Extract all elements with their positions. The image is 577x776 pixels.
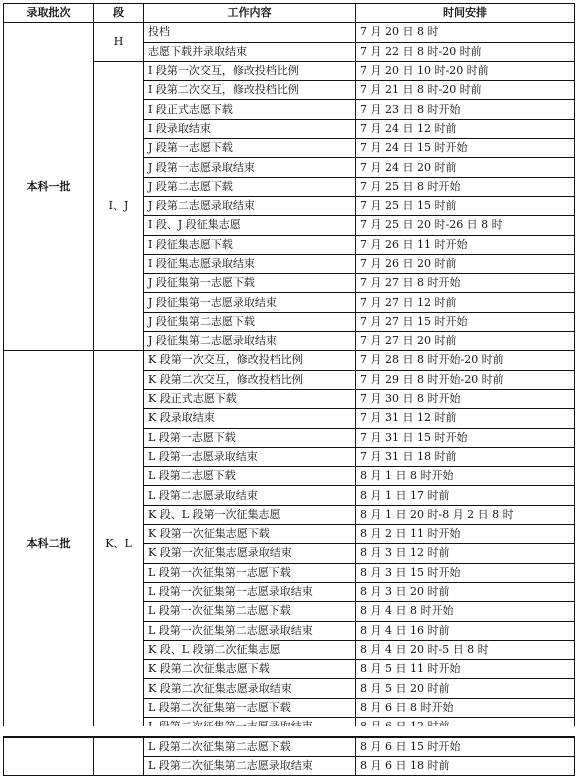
schedule-cell: 7 月 28 日 8 时开始-20 时前 — [356, 351, 575, 370]
schedule-cell: 8 月 1 日 8 时开始 — [356, 467, 575, 486]
work-content-cell: L 段第一次征集第二志愿录取结束 — [144, 621, 356, 640]
schedule-cell: 7 月 26 日 11 时开始 — [356, 235, 575, 254]
table-row — [4, 738, 575, 757]
schedule-cell: 8 月 3 日 20 时前 — [356, 582, 575, 601]
schedule-table-continued — [3, 737, 575, 776]
schedule-cell: 7 月 25 日 15 时前 — [356, 196, 575, 215]
work-content-cell: L 段第一志愿下载 — [144, 428, 356, 447]
work-content-cell: I 段第一次交互，修改投档比例 — [144, 61, 356, 80]
schedule-cell: 7 月 26 日 20 时前 — [356, 254, 575, 273]
schedule-cell: 7 月 21 日 8 时-20 时前 — [356, 81, 575, 100]
work-content-cell: L 段第二次征集第二志愿下载 — [144, 738, 356, 757]
schedule-cell: 7 月 27 日 15 时开始 — [356, 312, 575, 331]
page-break — [0, 726, 577, 736]
schedule-cell: 7 月 25 日 20 时-26 日 8 时 — [356, 216, 575, 235]
schedule-cell: 8 月 6 日 8 时开始 — [356, 698, 575, 717]
work-content-cell: J 段第二志愿下载 — [144, 177, 356, 196]
work-content-cell: J 段征集第一志愿录取结束 — [144, 293, 356, 312]
schedule-cell: 8 月 5 日 20 时前 — [356, 679, 575, 698]
work-content-cell: I 段第二次交互，修改投档比例 — [144, 81, 356, 100]
work-content-cell: K 段第二次征集志愿录取结束 — [144, 679, 356, 698]
schedule-cell: 8 月 6 日 15 时开始 — [356, 738, 575, 757]
work-content-cell: 志愿下载并录取结束 — [144, 42, 356, 61]
schedule-cell: 7 月 24 日 15 时开始 — [356, 139, 575, 158]
schedule-cell: 8 月 2 日 11 时开始 — [356, 525, 575, 544]
schedule-cell: 8 月 4 日 16 时前 — [356, 621, 575, 640]
schedule-cell: 8 月 1 日 20 时-8 月 2 日 8 时 — [356, 505, 575, 524]
schedule-cell: 7 月 31 日 18 时前 — [356, 447, 575, 466]
work-content-cell: J 段征集第一志愿下载 — [144, 274, 356, 293]
work-content-cell: L 段第一次征集第一志愿下载 — [144, 563, 356, 582]
work-content-cell: K 段第一次征集志愿录取结束 — [144, 544, 356, 563]
segment-cell-empty — [94, 738, 144, 776]
work-content-cell: K 段第二次征集志愿下载 — [144, 660, 356, 679]
schedule-cell: 8 月 1 日 17 时前 — [356, 486, 575, 505]
schedule-cell: 8 月 6 日 18 时前 — [356, 757, 575, 776]
schedule-cell: 8 月 4 日 8 时开始 — [356, 602, 575, 621]
table-row — [4, 23, 575, 42]
schedule-cell: 7 月 20 日 8 时 — [356, 23, 575, 42]
schedule-cell: 7 月 30 日 8 时开始 — [356, 389, 575, 408]
work-content-cell: 投档 — [144, 23, 356, 42]
batch-cell: 本科一批 — [4, 23, 94, 351]
header-schedule: 时间安排 — [356, 4, 575, 23]
work-content-cell: K 段录取结束 — [144, 409, 356, 428]
work-content-cell: J 段第二志愿录取结束 — [144, 196, 356, 215]
work-content-cell: L 段第一次征集第二志愿下载 — [144, 602, 356, 621]
work-content-cell: I 段录取结束 — [144, 119, 356, 138]
schedule-cell: 8 月 5 日 11 时开始 — [356, 660, 575, 679]
schedule-cell: 8 月 4 日 20 时-5 日 8 时 — [356, 640, 575, 659]
schedule-cell: 7 月 25 日 8 时开始 — [356, 177, 575, 196]
schedule-cell: 7 月 22 日 8 时-20 时前 — [356, 42, 575, 61]
header-segment: 段 — [94, 4, 144, 23]
batch-cell-empty — [4, 738, 94, 776]
work-content-cell: L 段第一次征集第一志愿录取结束 — [144, 582, 356, 601]
header-row — [4, 4, 575, 23]
schedule-cell: 7 月 20 日 10 时-20 时前 — [356, 61, 575, 80]
schedule-cell: 7 月 31 日 15 时开始 — [356, 428, 575, 447]
work-content-cell: K 段、L 段第二次征集志愿 — [144, 640, 356, 659]
work-content-cell: L 段第一志愿录取结束 — [144, 447, 356, 466]
header-work-content: 工作内容 — [144, 4, 356, 23]
header-batch: 录取批次 — [4, 4, 94, 23]
work-content-cell: L 段第二志愿下载 — [144, 467, 356, 486]
work-content-cell: J 段征集第二志愿录取结束 — [144, 332, 356, 351]
work-content-cell: J 段第一志愿下载 — [144, 139, 356, 158]
work-content-cell: K 段、L 段第一次征集志愿 — [144, 505, 356, 524]
schedule-cell: 7 月 27 日 8 时开始 — [356, 274, 575, 293]
work-content-cell: I 段正式志愿下载 — [144, 100, 356, 119]
schedule-cell: 7 月 27 日 20 时前 — [356, 332, 575, 351]
work-content-cell: K 段第一次交互，修改投档比例 — [144, 351, 356, 370]
work-content-cell: K 段正式志愿下载 — [144, 389, 356, 408]
work-content-cell: J 段第一志愿录取结束 — [144, 158, 356, 177]
schedule-cell: 7 月 29 日 8 时开始-20 时前 — [356, 370, 575, 389]
work-content-cell: I 段征集志愿录取结束 — [144, 254, 356, 273]
schedule-cell: 7 月 31 日 12 时前 — [356, 409, 575, 428]
table-row — [4, 351, 575, 370]
work-content-cell: L 段第二次征集第一志愿下载 — [144, 698, 356, 717]
work-content-cell: K 段第一次征集志愿下载 — [144, 525, 356, 544]
work-content-cell: L 段第二次征集第二志愿录取结束 — [144, 757, 356, 776]
schedule-cell: 7 月 24 日 12 时前 — [356, 119, 575, 138]
schedule-cell: 7 月 27 日 12 时前 — [356, 293, 575, 312]
schedule-cell: 8 月 3 日 12 时前 — [356, 544, 575, 563]
work-content-cell: K 段第二次交互，修改投档比例 — [144, 370, 356, 389]
schedule-cell: 7 月 23 日 8 时开始 — [356, 100, 575, 119]
schedule-cell: 7 月 24 日 20 时前 — [356, 158, 575, 177]
segment-cell: K、L — [94, 351, 144, 737]
work-content-cell: L 段第二志愿录取结束 — [144, 486, 356, 505]
schedule-table — [3, 3, 575, 737]
work-content-cell: I 段征集志愿下载 — [144, 235, 356, 254]
batch-cell: 本科二批 — [4, 351, 94, 737]
work-content-cell: J 段征集第二志愿下载 — [144, 312, 356, 331]
schedule-cell: 8 月 3 日 15 时开始 — [356, 563, 575, 582]
work-content-cell: I 段、J 段征集志愿 — [144, 216, 356, 235]
segment-cell: I、J — [94, 61, 144, 350]
segment-cell: H — [94, 23, 144, 62]
